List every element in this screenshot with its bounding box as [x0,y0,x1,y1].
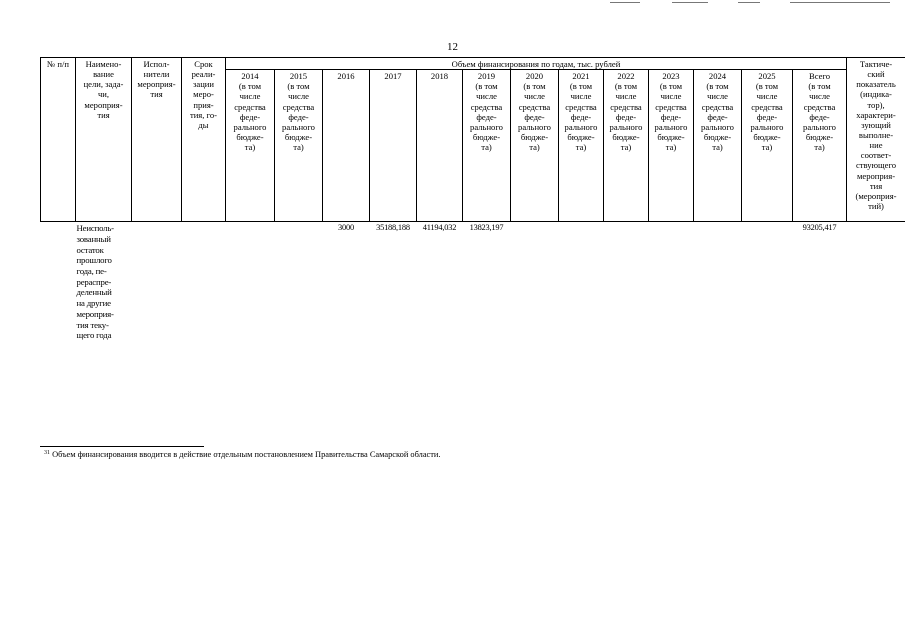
row-value [604,222,649,341]
header-year-cell [694,70,742,222]
header-year: 2023 [662,71,680,82]
header-year-note: (в том числе средства феде- рального бюдже- та) [470,81,503,153]
header-financing-title: Объем финансирования по годам, тыс. рублей [226,58,847,70]
header-year: 2014 [241,71,259,82]
header-indicator: Тактиче- ский показатель (индика- тор), характери- зующий выполне- ние соответ- ствующего мероприя- тия (мероприя- тий) [847,58,905,222]
header-year-note: (в том числе средства феде- рального бюдже- та) [564,81,598,153]
footnote-separator [40,446,204,447]
header-year-note: (в том числе средства феде- рального бюдже- та) [609,81,643,153]
header-year-note: (в том числе средства феде- рального бюдже- та) [701,81,734,153]
header-year: 2020 [525,71,544,82]
footnote [44,450,864,459]
row-value [742,222,793,341]
header-year: 2022 [617,71,635,82]
header-total-cell [793,70,847,222]
header-year-cell [417,70,463,222]
header-year-note: (в том числе средства феде- рального бюдже- та) [233,81,267,153]
row-value [226,222,275,341]
top-scan-marks [0,2,905,8]
row-value: 35188,188 [376,223,410,233]
row-name: Неисполь- зованный остаток прошлого года, пе- рераспре- деленный на другие мероприя- тия теку- щего года [76,223,114,341]
header-term: Срок реали- зации меро- прия- тия, го- ды [182,58,226,222]
row-value [275,222,323,341]
table-row [41,222,905,341]
footnote-text: Объем финансирования вводится в действие отдельным постановлением Правительства Самарской области. [52,450,441,459]
header-year: 2025 [758,71,776,82]
row-value [511,222,559,341]
footnote-marker: 31 [44,450,50,456]
header-year-note: (в том числе средства феде- рального бюдже- та) [282,81,315,153]
row-num [41,222,76,341]
header-year: 2016 [337,71,355,82]
header-year: 2017 [384,71,402,82]
row-value [694,222,742,341]
header-year: 2015 [289,71,308,82]
header-year-cell [649,70,694,222]
header-year-note: (в том числе средства феде- рального бюдже- та) [750,81,784,153]
header-year-cell [742,70,793,222]
header-year-cell [323,70,370,222]
row-executor [132,222,182,341]
header-year: 2021 [572,71,590,82]
financing-table [40,57,905,341]
header-total-note: (в том числе средства феде- рального бюдже- та) [803,81,836,153]
header-year-cell [275,70,323,222]
header-row-1 [41,58,905,70]
row-value: 13823,197 [469,223,504,233]
row-term [182,222,226,341]
header-year-note: (в том числе средства феде- рального бюдже- та) [518,81,551,153]
header-num: № п/п [41,58,76,222]
header-year: 2019 [477,71,496,82]
header-year: 2018 [430,71,449,82]
header-year-cell [604,70,649,222]
row-value [559,222,604,341]
row-value [649,222,694,341]
row-value: 41194,032 [422,223,457,233]
header-year-cell [370,70,417,222]
header-total: Всего [808,71,831,82]
header-year: 2024 [708,71,727,82]
header-year-note: (в том числе средства феде- рального бюдже- та) [654,81,688,153]
header-year-cell [226,70,275,222]
header-name: Наимено- вание цели, зада- чи, мероприя- тия [76,58,132,222]
header-year-cell [463,70,511,222]
header-year-cell [511,70,559,222]
page-number: 12 [447,41,458,53]
header-year-cell [559,70,604,222]
row-indicator [847,222,905,341]
row-total: 93205,417 [802,223,837,233]
row-value: 3000 [338,223,354,233]
header-executor: Испол- нители мероприя- тия [132,58,182,222]
